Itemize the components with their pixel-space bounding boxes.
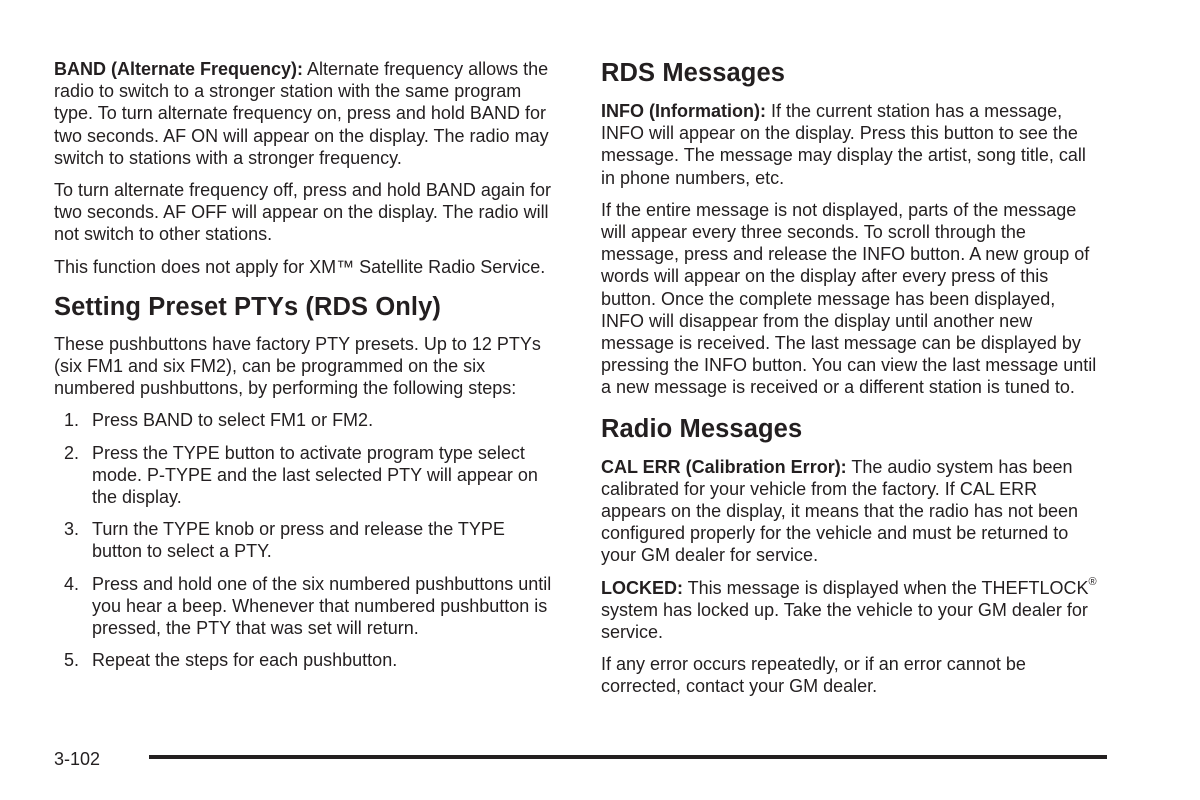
footer-rule: [149, 755, 1107, 759]
steps-list: [54, 409, 554, 671]
cal-err-label: CAL ERR (Calibration Error):: [601, 456, 847, 477]
locked-text-a: This message is displayed when the THEFTLOCK: [683, 577, 1089, 598]
section-heading-preset-ptys: Setting Preset PTYs (RDS Only): [54, 292, 441, 321]
band-paragraph: [54, 58, 554, 169]
right-column: [601, 58, 1101, 708]
list-item: [54, 442, 554, 509]
af-off-paragraph: To turn alternate frequency off, press and hold BAND again for two seconds. AF OFF will appear on the display. The radio will not switch to other stations.: [54, 180, 551, 245]
step-number: 4.: [64, 573, 80, 594]
registered-mark: ®: [1088, 575, 1097, 588]
step-text: Press and hold one of the six numbered pushbuttons until you hear a beep. Whenever that numbered pushbutton is pressed, the PTY that was set will return.: [92, 573, 552, 639]
locked-label: LOCKED:: [601, 577, 683, 598]
step-text: Press the TYPE button to activate program type select mode. P-TYPE and the last selected PTY will appear on the display.: [92, 442, 538, 508]
section-heading-radio-messages: Radio Messages: [601, 414, 803, 443]
partial-message-paragraph: If the entire message is not displayed, parts of the message will appear every three seconds. To scroll through the message, press and release the INFO button. A new group of words will appear on the display after every press of this button. Once the complete message has been displayed, INFO will disappear from the display until another new message is received. The last message can be displayed by pressing the INFO button. You can view the last message until a new message is received or a different station is tuned to.: [601, 199, 1097, 398]
list-item: [54, 409, 554, 431]
step-text: Repeat the steps for each pushbutton.: [92, 650, 398, 671]
step-number: 2.: [64, 442, 80, 463]
list-item: [54, 518, 554, 562]
band-text: Alternate frequency allows the radio to switch to a stronger station with the same program type. To turn alternate frequency on, press and hold BAND for two seconds. AF ON will appear on the display. The radio may switch to stations with a stronger frequency.: [54, 59, 549, 168]
cal-err-text: The audio system has been calibrated for your vehicle from the factory. If CAL ERR appears on the display, it means that the radio has not been configured properly for the vehicle and must be returned to your GM dealer for service.: [601, 456, 1078, 566]
cal-err-paragraph: [601, 456, 1101, 567]
step-number: 5.: [64, 650, 80, 671]
info-label: INFO (Information):: [601, 101, 766, 121]
step-number: 1.: [64, 410, 80, 431]
error-paragraph: If any error occurs repeatedly, or if an error cannot be corrected, contact your GM dealer.: [601, 654, 1026, 697]
step-text: Turn the TYPE knob or press and release the TYPE button to select a PTY.: [92, 519, 505, 562]
step-number: 3.: [64, 519, 80, 540]
step-text: Press BAND to select FM1 or FM2.: [92, 410, 374, 431]
preset-intro-paragraph: These pushbuttons have factory PTY presets. Up to 12 PTYs (six FM1 and six FM2), can be programmed on the six numbered pushbuttons, by performing the following steps:: [54, 333, 541, 399]
xm-paragraph: This function does not apply for XM™ Satellite Radio Service.: [54, 256, 546, 277]
left-column: [54, 58, 554, 681]
page-number: 3-102: [54, 749, 101, 769]
section-heading-rds-messages: RDS Messages: [601, 59, 786, 87]
list-item: [54, 649, 554, 671]
band-label: BAND (Alternate Frequency):: [54, 59, 304, 79]
locked-paragraph: [601, 577, 1101, 644]
locked-text-b: system has locked up. Take the vehicle to your GM dealer for service.: [601, 599, 1088, 643]
info-text: If the current station has a message, INFO will appear on the display. Press this button to see the message. The message may display the artist, song title, call in phone numbers, etc.: [601, 101, 1086, 188]
info-paragraph: [601, 100, 1101, 189]
list-item: [54, 573, 554, 640]
